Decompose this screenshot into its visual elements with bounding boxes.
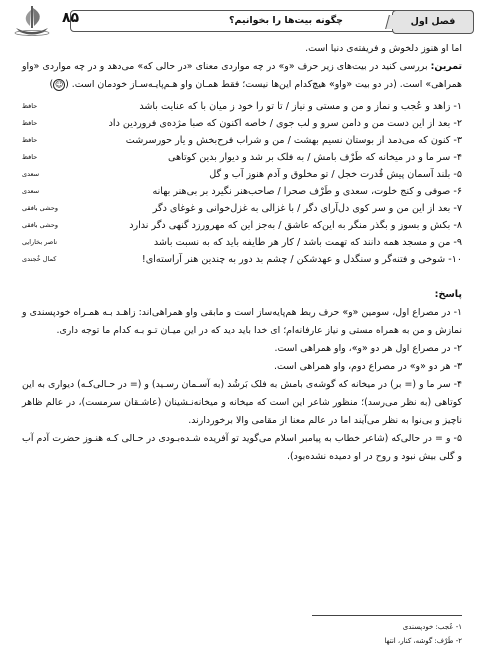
poet-name: حافظ xyxy=(22,136,38,144)
smiley-icon: ☺ xyxy=(54,79,64,89)
poet-name: حافظ xyxy=(22,119,38,127)
answer-title: پاسخ: xyxy=(434,289,462,300)
verse-text: ۷- بعد از این من و سر کوی دل‌آرای دگر / با غزالی به غزل‌خوانی و غوغای دگر xyxy=(152,203,462,214)
chapter-label: فصل اول xyxy=(410,16,456,27)
intro-line: اما او هنوز دلخوش و فریفته‌ی دنیا است. xyxy=(305,43,462,54)
page-number: ۸۵ xyxy=(62,10,80,26)
verse-list xyxy=(22,98,462,268)
verse-text: ۲- بعد از این دست من و دامن سرو و لب جوی / خاصه اکنون که صبا مژده‌ی فروردین داد xyxy=(108,118,462,129)
exercise-line-1: بررسی کنید در بیت‌های زیر حرف «و» در چه مواردی معنای «در حالی که» می‌دهد و در چه xyxy=(74,61,431,72)
page-header xyxy=(10,8,474,34)
poet-name: سعدی xyxy=(22,170,40,178)
verse-row xyxy=(22,115,462,132)
exercise-line-3: خودمان است. xyxy=(71,79,127,90)
footnote-item: ۲- طَرْف: گوشه، کنار، انتها xyxy=(384,637,462,645)
poet-name: ناصر بخارایی xyxy=(22,238,58,246)
verse-row xyxy=(22,132,462,149)
verse-text: ۴- سر ما و در میخانه که طَرْف بامش / به فلک بر شد و دیوار بدین کوتاهی xyxy=(167,152,462,163)
verse-row xyxy=(22,234,462,251)
exercise-line-2: مواردی «واو همراهی» است. (در دو بیت «واو» هیچ‌کدام این‌ها نیست؛ فقط همـان واو هـم‌پایـه‌سـاز xyxy=(22,61,462,90)
verse-row xyxy=(22,166,462,183)
chapter-tab xyxy=(392,10,474,34)
answer-item: ۲- در مصراع اول هر دو «و»، واو همراهی است. xyxy=(274,343,462,354)
verse-row xyxy=(22,149,462,166)
running-title: چگونه بیت‌ها را بخوانیم؟ xyxy=(229,15,343,26)
footnotes xyxy=(22,615,462,648)
answer-item: ۱- در مصراع اول، سومین «و» حرف ربط هم‌پایه‌ساز است و مابقی واو همراهی‌اند: زاهـد بـه همـراه خودپسندی و نمازش و من به همراه مستی و نیاز عارفانه‌ام؛ ای خدا باید دید که در این میـان تـو بـه کدام ما توجه داری. xyxy=(22,307,462,336)
answer-item: ۴- سر ما و (= بر) در میخانه که گوشه‌ی بامش به فلک بَرشُد (به آسـمان رسـید) و (= در حـالی‌کـه) دیواری به این کوتاهی (به نظر می‌رسد)؛ منظور شاعر این است که میخانه و میخانه‌نـشینان (عاشـقان سرمست)، در عالم ظاهر ناچیز و بی‌نوا به نظر می‌آیند اما در عالم معنا از مقامی والا برخوردارند. xyxy=(22,379,462,426)
verse-text: ۱۰- شوخی و فتنه‌گر و سنگدل و عهدشکن / چشم بد دور به چندین هنر آراسته‌ای! xyxy=(141,254,462,265)
poet-name: حافظ xyxy=(22,102,38,110)
poet-name: وحشی بافقی xyxy=(22,221,59,229)
verse-text: ۸- بکش و بسوز و بگذر منگر به این‌که عاشق / به‌جز این که مهرورزد گنهی دگر ندارد xyxy=(129,220,462,231)
verse-text: ۳- کنون که می‌دمد از بوستان نسیم بهشت / من و شراب فرح‌بخش و یار حورسرشت xyxy=(125,135,462,146)
exercise-label: تمرین: xyxy=(430,61,463,72)
verse-row xyxy=(22,183,462,200)
verse-row xyxy=(22,98,462,115)
ship-logo-icon xyxy=(12,4,52,36)
footnote-divider xyxy=(312,615,462,616)
footnote-item: ۱- عُجب: خودپسندی xyxy=(402,623,462,631)
header-bar xyxy=(70,10,474,32)
answer-item: ۵- و = در حالی‌که (شاعر خطاب به پیامبر اسلام می‌گوید تو آفریده شـده‌بـودی در حـالی کـه هنـوز حضرت آدم آب و گلی بیش نبود و روح در او دمیده نشده‌بود). xyxy=(22,433,462,462)
poet-name: سعدی xyxy=(22,187,40,195)
poet-name: کمال خُجندی xyxy=(22,255,57,263)
page-content xyxy=(22,40,462,466)
answer-item: ۳- هر دو «و» در مصراع دوم، واو همراهی است. xyxy=(273,361,462,372)
verse-row xyxy=(22,217,462,234)
verse-text: ۶- صوفی و کنج خلوت، سعدی و طَرْف صحرا / صاحب‌هنر نگیرد بر بی‌هنر بهانه xyxy=(152,186,462,197)
verse-text: ۱- زاهد و عُجب و نماز و من و مستی و نیاز / تا تو را خود ز میان با که عنایت باشد xyxy=(139,101,462,112)
verse-row xyxy=(22,200,462,217)
exercise-paragraph: تمرین: بررسی کنید در بیت‌های زیر حرف «و» در چه مواردی معنای «در حالی که» می‌دهد و در چه مواردی «واو همراهی» است. (در دو بیت «واو» هیچ‌کدام این‌ها نیست؛ فقط همـان واو هـم‌پایـه‌سـاز خودمان است. (☺) xyxy=(22,61,463,90)
verse-row xyxy=(22,251,462,268)
verse-text: ۹- من و مسجد همه دانند که تهمت باشد / کار هر طایفه باید که به نسبت باشد xyxy=(153,237,462,248)
poet-name: وحشی بافقی xyxy=(22,204,59,212)
verse-text: ۵- بلند آسمان پیش قُدرت خجل / تو مخلوق و آدم هنوز آب و گل xyxy=(209,169,462,180)
poet-name: حافظ xyxy=(22,153,38,161)
